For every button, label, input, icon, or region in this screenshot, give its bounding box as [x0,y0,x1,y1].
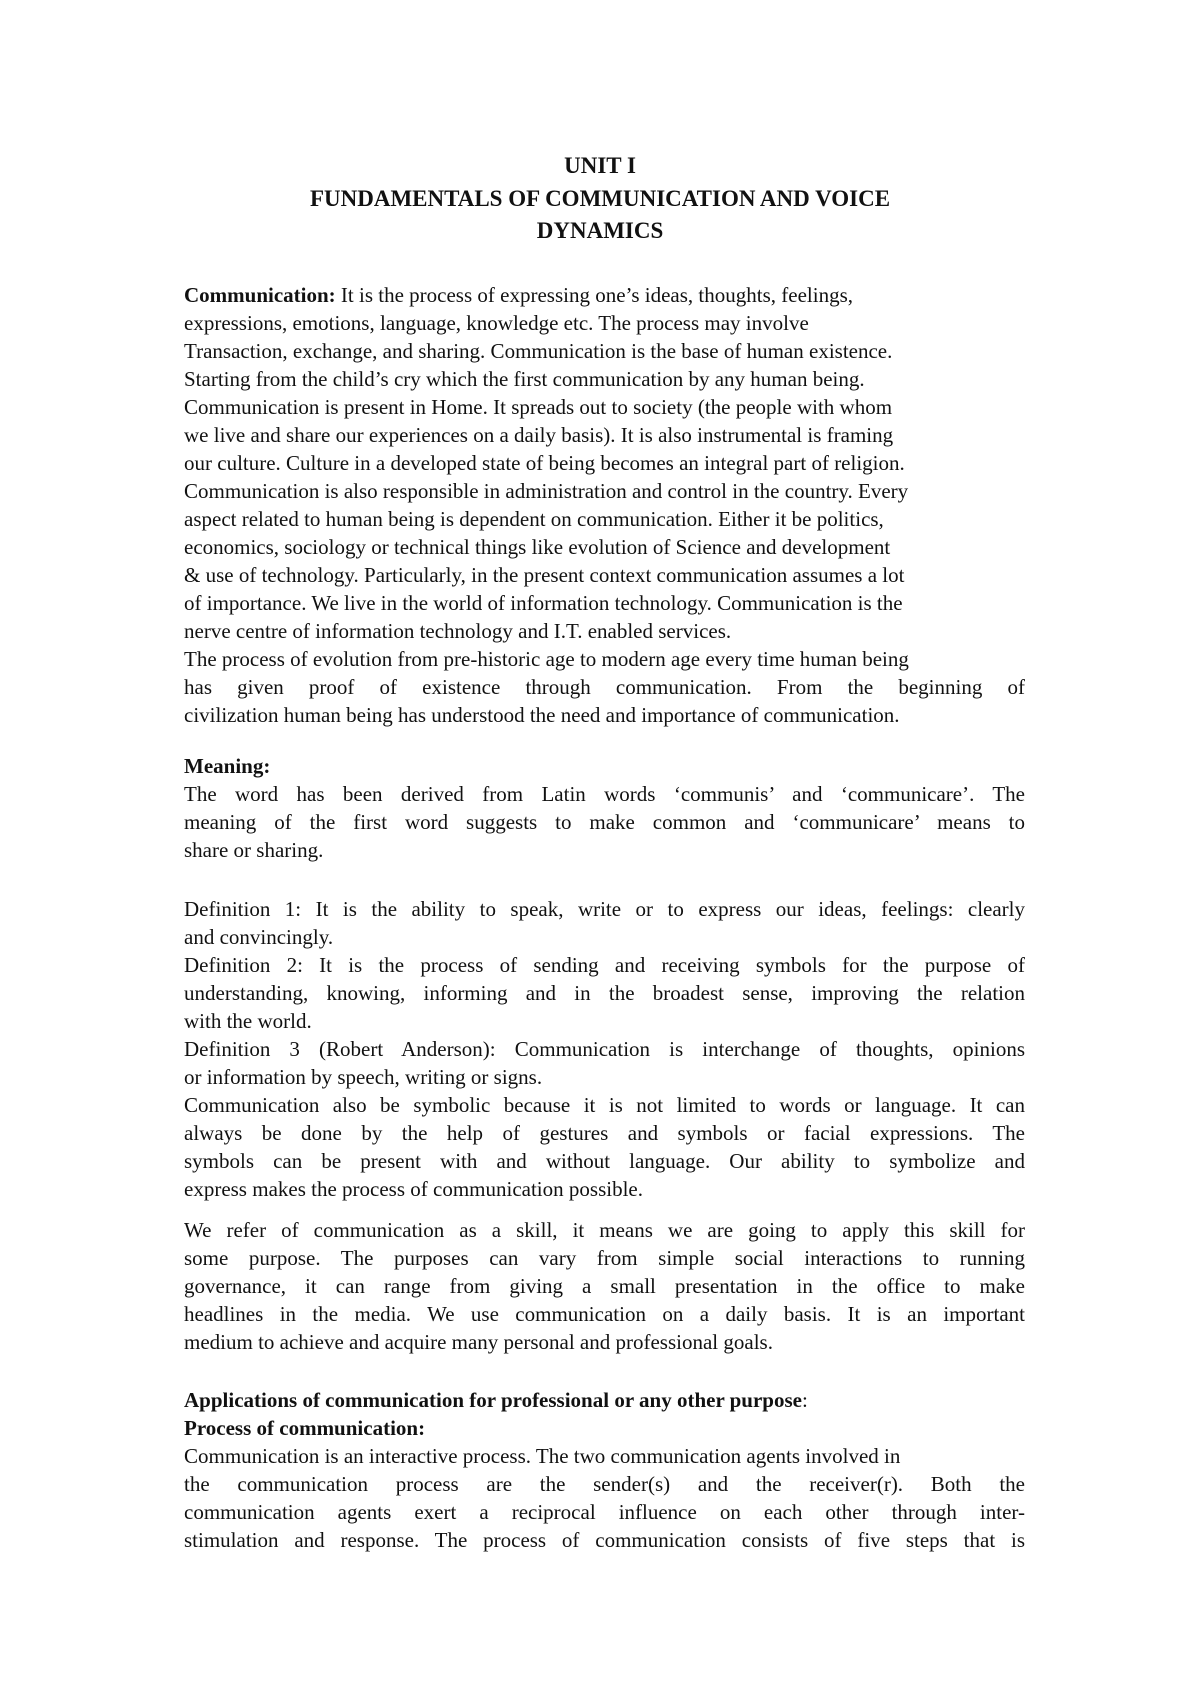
definition-line: understanding, knowing, informing and in the broadest sense, improving the relation [184,981,1025,1005]
unit-title: UNIT I [564,153,636,178]
text-line: has given proof of existence through communication. From the beginning of [184,675,1025,699]
text-line: expressions, emotions, language, knowledge etc. The process may involve [184,311,809,335]
text-line: civilization human being has understood the need and importance of communication. [184,703,900,727]
definition-line: Communication also be symbolic because it is not limited to words or language. It can [184,1093,1025,1117]
communication-intro: It is the process of expressing one’s ideas, thoughts, feelings, [335,283,853,307]
applications-heading: Applications of communication for professional or any other purpose: [184,1388,808,1412]
text-line: economics, sociology or technical things like evolution of Science and development [184,535,891,559]
text-line: some purpose. The purposes can vary from simple social interactions to running [184,1246,1025,1270]
text-line: Communication is an interactive process. The two communication agents involved in [184,1444,901,1468]
text-line: Starting from the child’s cry which the first communication by any human being. [184,367,865,391]
text-line: nerve centre of information technology and I.T. enabled services. [184,619,732,643]
text-line: aspect related to human being is dependent on communication. Either it be politics, [184,507,884,531]
text-line [184,281,1025,309]
text-line: governance, it can range from giving a small presentation in the office to make [184,1274,1025,1298]
communication-paragraph [184,281,1025,729]
text-line: share or sharing. [184,838,324,862]
text-line: we live and share our experiences on a daily basis). It is also instrumental is framing [184,423,894,447]
meaning-heading: Meaning: [184,754,271,778]
text-line: The process of evolution from pre-historic age to modern age every time human being [184,647,909,671]
process-heading: Process of communication: [184,1416,426,1440]
definition-line: Definition 2: It is the process of sending and receiving symbols for the purpose of [184,953,1025,977]
text-line: & use of technology. Particularly, in the present context communication assumes a lot [184,563,905,587]
definition-line: or information by speech, writing or signs. [184,1065,543,1089]
text-line: stimulation and response. The process of communication consists of five steps that is [184,1528,1025,1552]
definitions-section [184,895,1025,1203]
chapter-title-line-1: FUNDAMENTALS OF COMMUNICATION AND VOICE [309,186,891,211]
text-line: We refer of communication as a skill, it means we are going to apply this skill for [184,1218,1025,1242]
text-line: Communication is also responsible in administration and control in the country. Every [184,479,909,503]
definition-line: always be done by the help of gestures and symbols or facial expressions. The [184,1121,1025,1145]
text-line: our culture. Culture in a developed state of being becomes an integral part of religion. [184,451,905,475]
chapter-title-line-2: DYNAMICS [536,218,664,243]
meaning-section [184,752,1025,864]
text-line: headlines in the media. We use communication on a daily basis. It is an important [184,1302,1025,1326]
text-line: meaning of the first word suggests to make common and ‘communicare’ means to [184,810,1025,834]
text-line: Communication is present in Home. It spreads out to society (the people with whom [184,395,893,419]
definition-line: Definition 1: It is the ability to speak, write or to express our ideas, feelings: clearly [184,897,1025,921]
text-line: communication agents exert a reciprocal influence on each other through inter- [184,1500,1025,1524]
communication-label: Communication: [184,283,336,307]
definition-line: and convincingly. [184,925,334,949]
text-line: the communication process are the sender(s) and the receiver(r). Both the [184,1472,1025,1496]
skill-paragraph [184,1216,1025,1356]
applications-section [184,1386,1025,1554]
definition-line: Definition 3 (Robert Anderson): Communication is interchange of thoughts, opinions [184,1037,1025,1061]
definition-line: with the world. [184,1009,312,1033]
text-line: Transaction, exchange, and sharing. Communication is the base of human existence. [184,339,893,363]
text-line: The word has been derived from Latin words ‘communis’ and ‘communicare’. The [184,782,1025,806]
text-line: medium to achieve and acquire many personal and professional goals. [184,1330,773,1354]
text-line: of importance. We live in the world of information technology. Communication is the [184,591,903,615]
definition-line: symbols can be present with and without language. Our ability to symbolize and [184,1149,1025,1173]
definition-line: express makes the process of communication possible. [184,1177,643,1201]
